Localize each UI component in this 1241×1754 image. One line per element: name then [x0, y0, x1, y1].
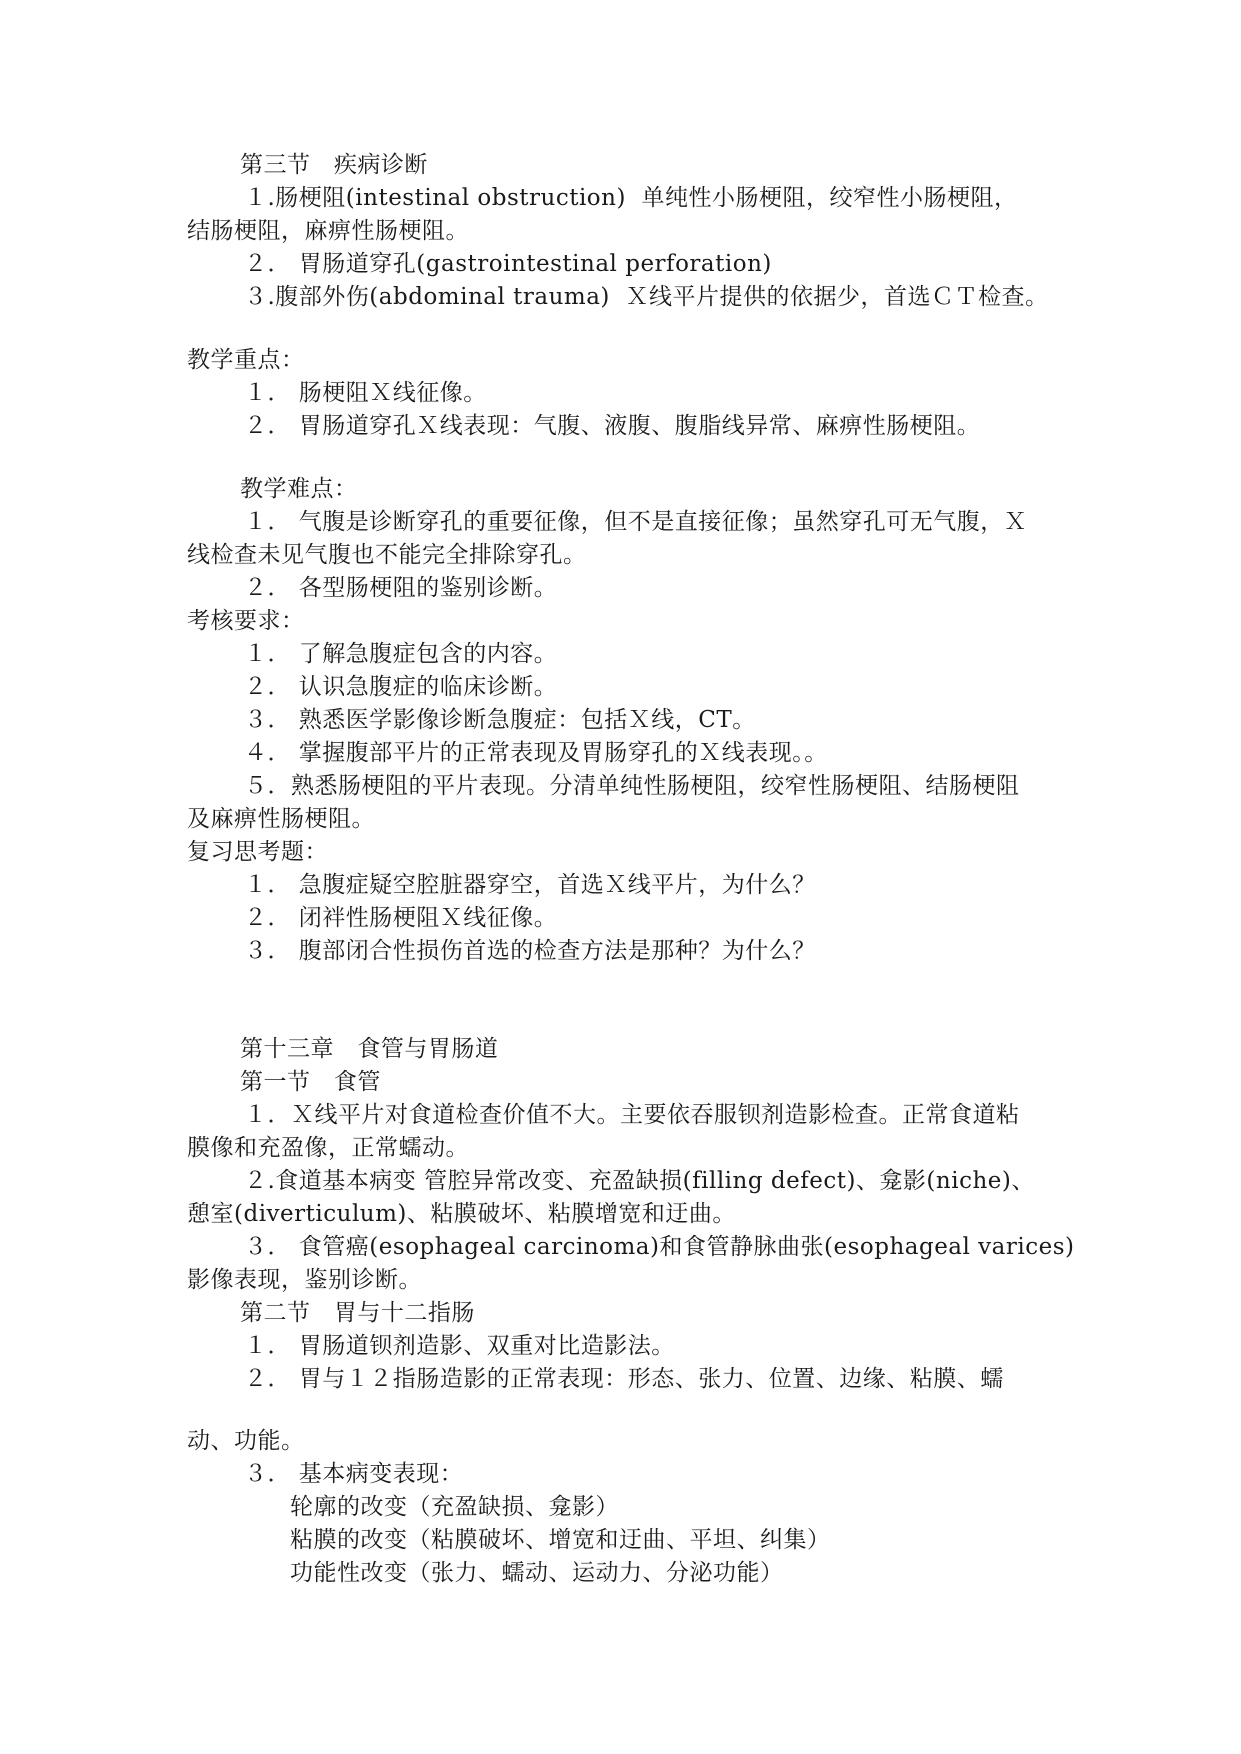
list-item: １． 急腹症疑空腔脏器穿空，首选Ｘ线平片，为什么？ — [244, 872, 816, 898]
section-heading: 第三节 疾病诊断 — [240, 152, 428, 178]
list-item-continuation: 线检查未见气腹也不能完全排除穿孔。 — [187, 542, 587, 568]
sub-list-item: 轮廓的改变（充盈缺损、龛影） — [290, 1494, 619, 1520]
list-item: ２.食道基本病变 管腔异常改变、充盈缺损(filling defect)、龛影(niche)、 — [244, 1168, 1035, 1194]
section-heading: 教学重点： — [187, 347, 305, 373]
paragraph-line: １.肠梗阻(intestinal obstruction) 单纯性小肠梗阻，绞窄性小肠梗阻， — [244, 185, 1018, 211]
sub-list-item: 粘膜的改变（粘膜破坏、增宽和迂曲、平坦、纠集） — [290, 1527, 831, 1553]
list-item-continuation: 动、功能。 — [187, 1428, 305, 1454]
list-item: ３． 腹部闭合性损伤首选的检查方法是那种？为什么？ — [244, 938, 816, 964]
list-item-continuation: 膜像和充盈像，正常蠕动。 — [187, 1135, 469, 1161]
list-item-continuation: 及麻痹性肠梗阻。 — [187, 806, 375, 832]
list-item-continuation: 影像表现，鉴别诊断。 — [187, 1267, 422, 1293]
list-item: ２． 胃肠道穿孔Ｘ线表现：气腹、液腹、腹脂线异常、麻痹性肠梗阻。 — [244, 413, 981, 439]
section-heading: 考核要求： — [187, 608, 305, 634]
section-heading: 第二节 胃与十二指肠 — [240, 1300, 475, 1326]
list-item: １． 肠梗阻Ｘ线征像。 — [244, 380, 487, 406]
list-item: ２． 胃与１２指肠造影的正常表现：形态、张力、位置、边缘、粘膜、蠕 — [244, 1366, 1004, 1392]
list-item: ４． 掌握腹部平片的正常表现及胃肠穿孔的Ｘ线表现。。 — [244, 740, 828, 766]
list-item: ５．熟悉肠梗阻的平片表现。分清单纯性肠梗阻，绞窄性肠梗阻、结肠梗阻 — [244, 773, 1020, 799]
chapter-heading: 第十三章 食管与胃肠道 — [240, 1036, 499, 1062]
list-item: １． 了解急腹症包含的内容。 — [244, 641, 558, 667]
list-item: ２． 认识急腹症的临床诊断。 — [244, 674, 558, 700]
paragraph-line: ３.腹部外伤(abdominal trauma) Ｘ线平片提供的依据少，首选ＣＴ检查。 — [244, 284, 1049, 310]
list-item: ３． 基本病变表现： — [244, 1461, 464, 1487]
list-item: ３． 熟悉医学影像诊断急腹症：包括Ｘ线，CT。 — [244, 707, 756, 733]
list-item: ２． 闭袢性肠梗阻Ｘ线征像。 — [244, 905, 558, 931]
section-heading: 复习思考题： — [187, 839, 328, 865]
sub-list-item: 功能性改变（张力、蠕动、运动力、分泌功能） — [290, 1560, 784, 1586]
paragraph-line: 结肠梗阻，麻痹性肠梗阻。 — [187, 218, 469, 244]
paragraph-line: ２． 胃肠道穿孔(gastrointestinal perforation) — [244, 251, 772, 277]
section-heading: 第一节 食管 — [240, 1069, 381, 1095]
list-item: １． 气腹是诊断穿孔的重要征像，但不是直接征像；虽然穿孔可无气腹，Ｘ — [244, 509, 1028, 535]
list-item-continuation: 憩室(diverticulum)、粘膜破坏、粘膜增宽和迂曲。 — [187, 1201, 736, 1227]
list-item: １．Ｘ线平片对食道检查价值不大。主要依吞服钡剂造影检查。正常食道粘 — [244, 1102, 1020, 1128]
list-item: ３． 食管癌(esophageal carcinoma)和食管静脉曲张(esophageal varices) — [244, 1234, 1075, 1260]
list-item: ２． 各型肠梗阻的鉴别诊断。 — [244, 575, 558, 601]
section-heading: 教学难点： — [240, 476, 358, 502]
list-item: １． 胃肠道钡剂造影、双重对比造影法。 — [244, 1333, 675, 1359]
